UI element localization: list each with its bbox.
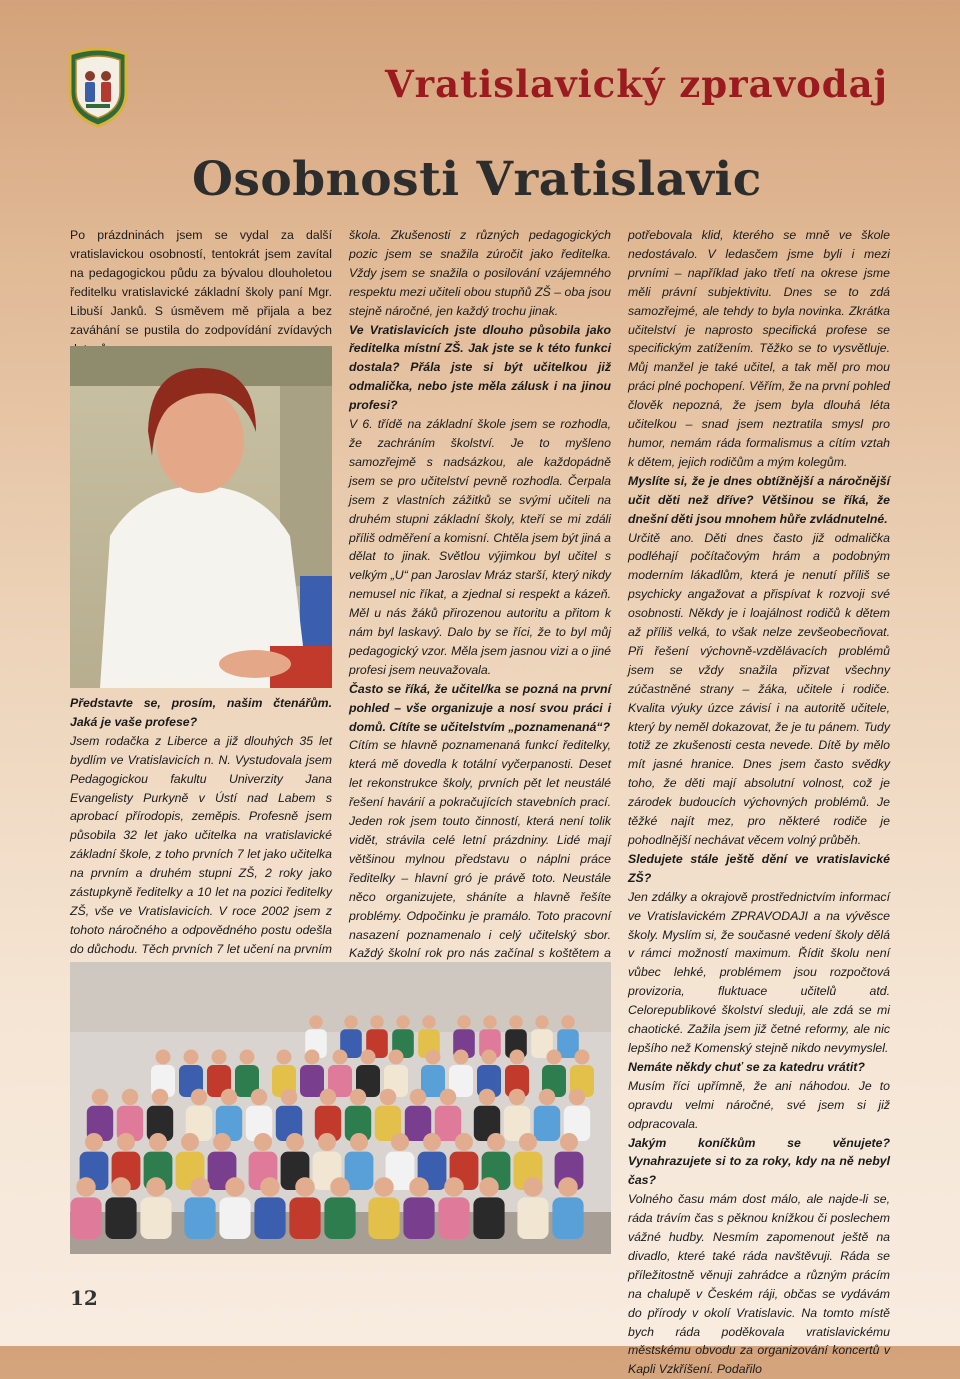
person-head	[409, 1177, 429, 1197]
person-head	[422, 1015, 436, 1029]
masthead-title: Vratislavický zpravodaj	[384, 62, 888, 106]
person-body	[473, 1197, 504, 1239]
answer-text: Jsem rodačka z Liberce a již dlouhých 35 let bydlím ve Vratislavicích n. N. Vystudovala jsem Pedagogickou fakultu Univerzity Jana Evangelisty Purkyně v Ústí nad Labem s aprobací přírodopis, zeměpis. Profesně jsem působila 32 let jako učitelka na vratislavické základní škole, z toho prvních 7 let jako učitelka na prvním a druhém stupni ZŠ, 2 roky jako zástupkyně ředitelky a 10 let na pozici ředitelky ZŠ, vše ve Vratislavicích. V roce 2002 jsem z tohoto náročného a odpovědného postu odešla do důchodu. Těch prvních 7 let učení na prvním	[70, 733, 332, 956]
column-middle	[349, 226, 611, 1020]
person-head	[181, 1133, 199, 1151]
person-head	[309, 1015, 323, 1029]
column-right	[628, 226, 890, 1379]
person-head	[374, 1177, 394, 1197]
person-head	[535, 1015, 549, 1029]
column-left	[70, 694, 332, 978]
answer-text: Jen zdálky a okrajově prostřednictvím informací ve Vratislavickém ZPRAVODAJI a na vývěsce školy. Myslím si, že současné vedení školy dělá v rámci možností maximum. Řídit školu není vůbec lehké, problémem jsou rozpočtová provizoria, fluktuace učitelů atd. Celorepublikové školství sleduji, ale zdá se mi chaotické. Zažila jsem již četné reformy, ale nic lepšího než Komenský stejně nikdo nevymyslel.	[628, 889, 890, 1055]
person-head	[444, 1177, 464, 1197]
person-body	[219, 1197, 250, 1239]
person-head	[260, 1177, 280, 1197]
person-body	[534, 1106, 560, 1141]
question-text: Nemáte někdy chuť se za katedru vrátit?	[628, 1059, 865, 1074]
crest-logo	[64, 46, 132, 128]
person-head	[558, 1177, 578, 1197]
person-head	[440, 1089, 457, 1106]
person-head	[423, 1133, 441, 1151]
person-head	[295, 1177, 315, 1197]
answer-text: Volného času mám dost málo, ale najde-li se, ráda trávím čas s pěknou knížkou či poslechem vážné hudby. Nesmím zapomenout ještě na divadlo, které také ráda navštěvuji. Ráda se příležitostně věnuji zahrádce a různým prácím na chalupě v Českém ráji, občas se vydávám do přírody v okolí Vratislavic. Na tomto místě bych ráda poděkovala vratislavickému městskému obvodu za organizování koncertů v Kapli Vzkříšení. Podařilo	[628, 1192, 890, 1377]
person-head	[213, 1133, 231, 1151]
person-head	[410, 1089, 427, 1106]
person-head	[111, 1177, 131, 1197]
question-text: Sledujete stále ještě dění ve vratislavické ZŠ?	[628, 851, 890, 885]
person-head	[251, 1089, 268, 1106]
person-head	[509, 1089, 526, 1106]
person-head	[191, 1089, 208, 1106]
person-head	[76, 1177, 96, 1197]
person-head	[523, 1177, 543, 1197]
person-head	[380, 1089, 397, 1106]
person-head	[547, 1050, 562, 1065]
page-number: 12	[70, 1286, 98, 1310]
person-body	[552, 1197, 583, 1239]
question-text: Často se říká, že učitel/ka se pozná na první pohled – vše organizuje a nosí svou práci i domů. Cítíte se učitelstvím „poznamenaná“?	[349, 681, 611, 734]
question-text: Představte se, prosím, našim čtenářům. Jaká je vaše profese?	[70, 696, 332, 729]
person-head	[117, 1133, 135, 1151]
person-head	[479, 1177, 499, 1197]
person-body	[300, 1065, 324, 1097]
person-head	[454, 1050, 469, 1065]
answer-text: potřebovala klid, kterého se mně ve škole nedostávalo. V ledasčem jsme byli i mezi prvními – například jako třetí na okrese jsme měli právní subjektivitu. Dnes se to zdá samozřejmé, ale tehdy to byla novinka. Zkrátka učitelství je naprosto specifická profese se specifickým zatížením. Těžko se to vysvětluje. Můj manžel je také učitel, a tak měl pro mou práci plné pochopení. Věřím, že na první pohled člověk nepozná, že jsem byla dlouhá léta učitelkou – snad jsem neztratila smysl pro humor, nemám ráda formalismus a cítím vztah k dětem, jejich rodičům a mým kolegům.	[628, 228, 890, 469]
person-head	[455, 1133, 473, 1151]
person-head	[330, 1177, 350, 1197]
person-head	[156, 1050, 171, 1065]
portrait-photo	[70, 346, 332, 688]
person-head	[221, 1089, 238, 1106]
answer-text: Musím říci upřímně, že ani náhodou. Je to opravdu velmi náročné, své jsem si již odpracovala.	[628, 1078, 890, 1131]
person-head	[539, 1089, 556, 1106]
person-head	[350, 1133, 368, 1151]
person-head	[146, 1177, 166, 1197]
person-head	[333, 1050, 348, 1065]
person-head	[575, 1050, 590, 1065]
person-body	[438, 1197, 469, 1239]
person-head	[487, 1133, 505, 1151]
person-head	[254, 1133, 272, 1151]
person-head	[190, 1177, 210, 1197]
person-head	[225, 1177, 245, 1197]
person-head	[318, 1133, 336, 1151]
person-body	[105, 1197, 136, 1239]
person-head	[149, 1133, 167, 1151]
person-head	[560, 1133, 578, 1151]
person-body	[254, 1197, 285, 1239]
person-head	[85, 1133, 103, 1151]
intro-paragraph: Po prázdninách jsem se vydal za další vratislavickou osobností, tentokrát jsem zavítal na pedagogickou půdu za bývalou dlouholetou ředitelku vratislavické základní školy paní Mgr. Libuší Janků. S úsměvem mě přijala a bez zaváhání se pustila do zodpovídání zvídavých	[70, 228, 332, 337]
person-head	[92, 1089, 109, 1106]
person-head	[391, 1133, 409, 1151]
person-head	[361, 1050, 376, 1065]
person-head	[519, 1133, 537, 1151]
person-head	[561, 1015, 575, 1029]
person-head	[509, 1015, 523, 1029]
person-head	[482, 1050, 497, 1065]
person-head	[483, 1015, 497, 1029]
group-photo	[70, 962, 611, 1254]
person-head	[184, 1050, 199, 1065]
person-head	[320, 1089, 337, 1106]
person-body	[403, 1197, 434, 1239]
person-head	[122, 1089, 139, 1106]
person-head	[286, 1133, 304, 1151]
person-head	[212, 1050, 227, 1065]
person-head	[479, 1089, 496, 1106]
question-text: Jakým koníčkům se věnujete? Vynahrazujete si to za roky, kdy na ně nebyl čas?	[628, 1135, 890, 1188]
person-body	[435, 1106, 461, 1141]
person-head	[277, 1050, 292, 1065]
question-text: Ve Vratislavicích jste dlouho působila jako ředitelka místní ZŠ. Jak jste se k této funkci dostala? Přála jste si být učitelkou již odmalička, nebo jste měla zálusk i na jinou profesi?	[349, 322, 611, 413]
answer-text: škola. Zkušenosti z různých pedagogických pozic jsem se snažila zúročit jako ředitelka. Vždy jsem se snažila o posilování vzájemného respektu mezi učiteli obou stupňů ZŠ – oba jsou stejně náročné, jen každý trochu jinak.	[349, 228, 611, 318]
person-head	[389, 1050, 404, 1065]
person-head	[457, 1015, 471, 1029]
person-head	[426, 1050, 441, 1065]
person-head	[240, 1050, 255, 1065]
person-head	[281, 1089, 298, 1106]
person-body	[184, 1197, 215, 1239]
person-body	[289, 1197, 320, 1239]
page-title: Osobnosti Vratislavic	[192, 152, 762, 207]
person-head	[510, 1050, 525, 1065]
person-head	[350, 1089, 367, 1106]
person-head	[305, 1050, 320, 1065]
person-head	[370, 1015, 384, 1029]
person-head	[344, 1015, 358, 1029]
person-body	[517, 1197, 548, 1239]
answer-text: Cítím se hlavně poznamenaná funkcí ředitelky, která mě dovedla k totální vyčerpanosti. Deset let rekonstrukce školy, prvních pět let neustálé řešení havárií a pokračujících stavebních prací. Jeden rok jsem touto činností, která není tolik vidět, strávila celé letní prázdniny. Lidé mají většinou mylnou představu o náplni práce ředitelky – hlavní gró je právě toto. Neustále něco organizujete, sháníte a hlavně řešíte problémy. Odpočinku je pramálo. Toto pracovní nasazení poznamenalo i celý učitelský sbor. Každý školní rok pro nás začínal s koštětem a	[349, 738, 611, 961]
answer-text: Určitě ano. Děti dnes často již odmalička podléhají počítačovým hrám a podobným moderním lákadlům, která je nenutí příliš se psychicky angažovat a přispívat k rozvoji své osobnosti. Někdy je i loajálnost rodičů k dětem až příliš velká, to však nelze zevšeobecňovat. Při řešení výchovně-vzdělávacích problémů jsem se vždy snažila přizvat všechny zúčastněné strany – žáka, učitele i rodiče. Kvalita výuky úzce závisí i na autoritě učitele, který by neměl dokazovat, že je tu pánem. Tudy totiž ze zkušenosti cesta nevede. Dítě by mělo mít jasné hranice. Dnes jsem často svědky toho, že děti mají absolutní volnost, což je zárodek budoucích výchovných problémů. Je těžké najít mez, pro některé rodiče je pohodlnější nechávat věcem volný průběh.	[628, 530, 890, 847]
question-text: Myslíte si, že je dnes obtížnější a náročnější učit děti než dříve? Většinou se říká, že dnešní děti jsou mnohem hůře zvládnutelné.	[628, 473, 890, 526]
person-head	[569, 1089, 586, 1106]
answer-text: V 6. třídě na základní škole jsem se rozhodla, že zachráním školství. Je to myšleno samozřejmě s nadsázkou, ale každopádně jsem se pro učitelství pevně rozhodla. Čerpala jsem z vlastních zážitků se svými učiteli na druhém stupni základní školy, kteří se mi zdáli příliš odměření a komisní. Chtěla jsem být jiná a dělat to jinak. Světlou výjimkou byl učitel s velkým „U“ pan Jaroslav Mráz starší, který nikdy nemusel nic říkat, a zjednal si respekt a kázeň. Měl u nás žáků přirozenou autoritu a přitom k nám byl laskavý. Dalo by se říci, že to byl můj pedagogický vzor. Měla jsem jasnou vizi a o jiné profesi jsem neuvažovala.	[349, 417, 612, 677]
person-head	[152, 1089, 169, 1106]
person-body	[324, 1197, 355, 1239]
person-body	[368, 1197, 399, 1239]
person-head	[396, 1015, 410, 1029]
person-body	[140, 1197, 171, 1239]
person-body	[70, 1197, 101, 1239]
